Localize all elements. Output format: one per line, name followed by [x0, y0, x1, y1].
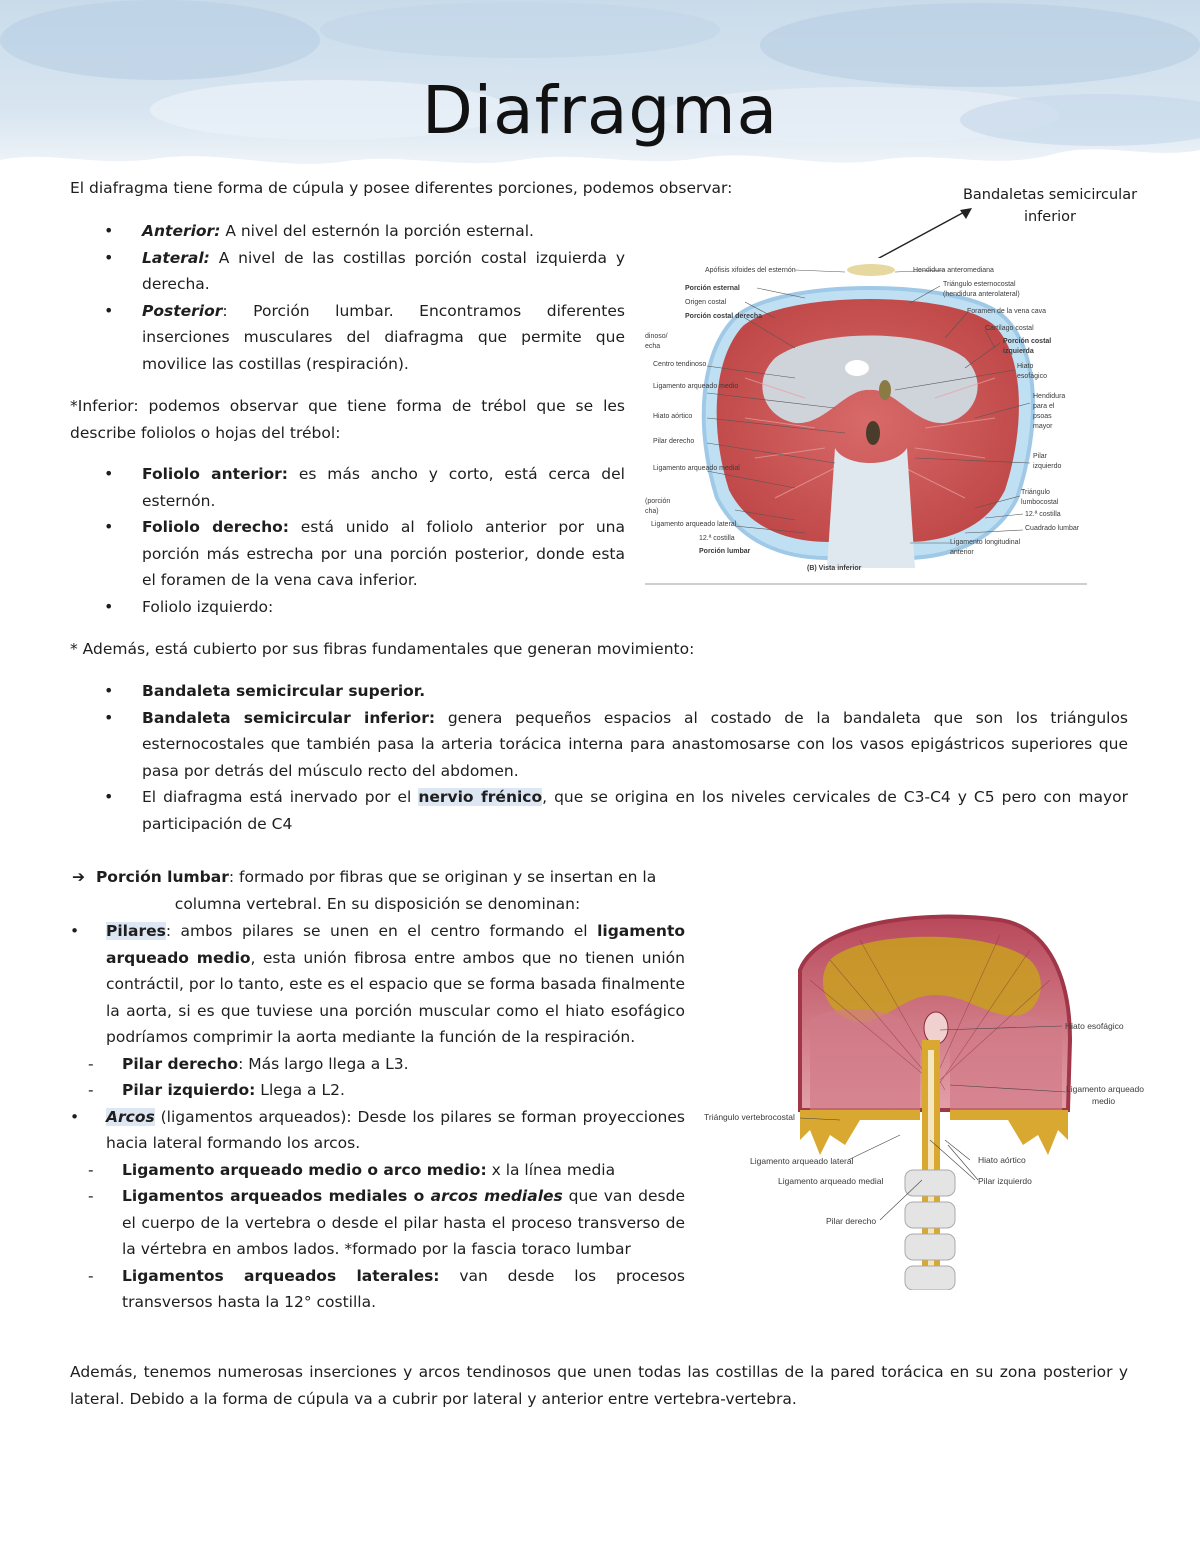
fig2-label: Pilar izquierdo: [978, 1176, 1032, 1186]
fig1-label: Hendidura anteromediana: [913, 267, 994, 274]
list-item: • Bandaleta semicircular inferior: genera pequeños espacios al costado de la bandaleta que son los triángulos esternocostales que también pasa la arteria torácica interna para anastomosarse con los vasos epigástricos superiores que pasa por detrás del músculo recto del abdomen.: [70, 705, 1128, 785]
foliolos-list: [70, 461, 625, 620]
list-item: • Anterior: A nivel del esternón la porción esternal.: [70, 218, 625, 245]
lumbar-details: [70, 918, 685, 1316]
fig1-label: Hendidura: [1033, 393, 1066, 400]
list-item: - Ligamento arqueado medio o arco medio: x la línea media: [88, 1160, 616, 1179]
fig2-label: Hiato aórtico: [978, 1155, 1026, 1165]
fig1-label: 12.ª costilla: [1025, 511, 1061, 518]
callout-label: Bandaletas semicircular inferior: [962, 187, 1138, 225]
fig1-label: Ligamento longitudinal: [950, 539, 1021, 546]
list-item: • Lateral: A nivel de las costillas porción costal izquierda y derecha.: [70, 245, 625, 298]
fig1-label: Ligamento arqueado medial: [653, 465, 740, 472]
fig1-label: 12.ª costilla: [699, 535, 735, 542]
fig1-label: anterior: [950, 549, 974, 556]
fig1-caption: (B) Vista inferior: [807, 565, 862, 572]
fig1-label: lumbocostal: [1021, 499, 1059, 506]
intro-paragraph: El diafragma tiene forma de cúpula y posee diferentes porciones, podemos observar:: [70, 179, 733, 197]
fig1-label: izquierdo: [1033, 463, 1062, 470]
list-item: - Ligamentos arqueados mediales o arcos mediales que van desde el cuerpo de la vertebra o desde el pilar hasta el proceso transverso de la vértebra en ambos lados. *formado por la fascia toraco lumbar: [88, 1187, 685, 1258]
fig1-label: Pilar derecho: [653, 438, 695, 445]
fig1-label: Centro tendinoso: [653, 361, 707, 368]
fig1-label: esofágico: [1017, 373, 1047, 380]
fig1-label: para el: [1033, 403, 1055, 410]
inferior-intro: *Inferior: podemos observar que tiene forma de trébol que se les describe foliolos o hojas del trébol:: [70, 397, 625, 442]
list-item: - Ligamentos arqueados laterales: van desde los procesos transversos hasta la 12° costilla.: [88, 1266, 685, 1311]
fig1-label: Hiato aórtico: [653, 413, 693, 420]
porcion-lumbar-subtext: columna vertebral. En su disposición se denominan:: [174, 895, 581, 913]
fibras-list: [70, 678, 1128, 837]
fig1-label: echa: [645, 343, 661, 350]
fig2-label: Ligamento arqueado medial: [778, 1176, 884, 1186]
fig1-label: Ligamento arqueado medio: [653, 383, 739, 390]
porcion-lumbar-heading: ➔ Porción lumbar: formado por fibras que se originan y se insertan en la: [72, 868, 657, 886]
fig2-label: Triángulo vertebrocostal: [704, 1112, 795, 1122]
fig2-label: Pilar derecho: [826, 1216, 877, 1226]
conclusion-paragraph: Además, tenemos numerosas inserciones y arcos tendinosos que unen todas las costillas de la pared torácica en su zona posterior y lateral. Debido a la forma de cúpula va a cubrir por lateral y anterior entre vertebra-vertebra.: [70, 1363, 1128, 1408]
fibras-intro: * Además, está cubierto por sus fibras fundamentales que generan movimiento:: [70, 640, 695, 658]
fig1-label: Porción costal derecha: [685, 313, 763, 320]
list-item: • Foliolo izquierdo:: [70, 594, 625, 621]
fig1-label: Triángulo: [1021, 489, 1050, 496]
fig1-label: Pilar: [1033, 453, 1048, 460]
fig1-label: Apófisis xifoides del esternón: [705, 267, 796, 274]
fig1-label: Porción esternal: [685, 285, 740, 292]
fig1-label: (porción: [645, 498, 671, 505]
fig1-label: Cartílago costal: [985, 325, 1034, 332]
fig2-label: medio: [1092, 1096, 1116, 1106]
fig1-label: dinoso/: [645, 333, 668, 340]
fig1-label: psoas: [1033, 413, 1052, 420]
porciones-list: [70, 218, 625, 377]
fig2-label: Hiato esofágico: [1065, 1021, 1124, 1031]
list-item: • El diafragma está inervado por el nervio frénico, que se origina en los niveles cervicales de C3-C4 y C5 pero con mayor participación de C4: [70, 784, 1128, 837]
list-item: • Posterior: Porción lumbar. Encontramos diferentes inserciones musculares del diafragma que permite que movilice las costillas (respiración).: [70, 298, 625, 378]
fig1-label: Origen costal: [685, 299, 727, 306]
fig1-label: Porción lumbar: [699, 548, 751, 555]
list-item: • Pilares: ambos pilares se unen en el centro formando el ligamento arqueado medio, esta unión fibrosa entre ambos que no tienen unión contráctil, por lo tanto, este es el espacio que se forma basada finalmente la aorta, si es que tuviese una porción muscular como el hiato esofágico podríamos comprimir la aorta mediante la función de la respiración.: [70, 922, 685, 1046]
fig1-label: Triángulo esternocostal: [943, 281, 1016, 288]
diaphragm-inferior-view-figure: [645, 258, 1087, 585]
fig1-label: cha): [645, 508, 659, 515]
list-item: - Pilar derecho: Más largo llega a L3.: [88, 1054, 409, 1073]
nervio-frenico-highlight: nervio frénico: [418, 788, 543, 806]
list-item: • Foliolo derecho: está unido al foliolo anterior por una porción más estrecha por una porción posterior, donde esta el foramen de la vena cava inferior.: [70, 514, 625, 594]
page-title: Diafragma: [421, 72, 779, 149]
fig1-label: Ligamento arqueado lateral: [651, 521, 737, 528]
fig1-label: (hendidura anterolateral): [943, 291, 1020, 298]
arrow-icon: ➔: [72, 868, 85, 886]
fig1-label: Hiato: [1017, 363, 1034, 370]
fig1-label: Porción costal: [1003, 338, 1052, 345]
fig1-label: izquierda: [1003, 348, 1034, 355]
fig1-label: Foramen de la vena cava: [967, 308, 1046, 315]
list-item: • Bandaleta semicircular superior.: [70, 678, 1128, 705]
fig2-label: Ligamento arqueado: [1066, 1084, 1144, 1094]
list-item: - Pilar izquierdo: Llega a L2.: [88, 1081, 345, 1099]
list-item: • Foliolo anterior: es más ancho y corto, está cerca del esternón.: [70, 461, 625, 514]
fig1-label: mayor: [1033, 423, 1053, 430]
list-item: • Arcos (ligamentos arqueados): Desde los pilares se forman proyecciones hacia lateral formando los arcos.: [70, 1107, 685, 1152]
diaphragm-dome-figure: [700, 880, 1150, 1290]
fig2-label: Ligamento arqueado lateral: [750, 1156, 854, 1166]
fig1-label: Cuadrado lumbar: [1025, 525, 1080, 532]
